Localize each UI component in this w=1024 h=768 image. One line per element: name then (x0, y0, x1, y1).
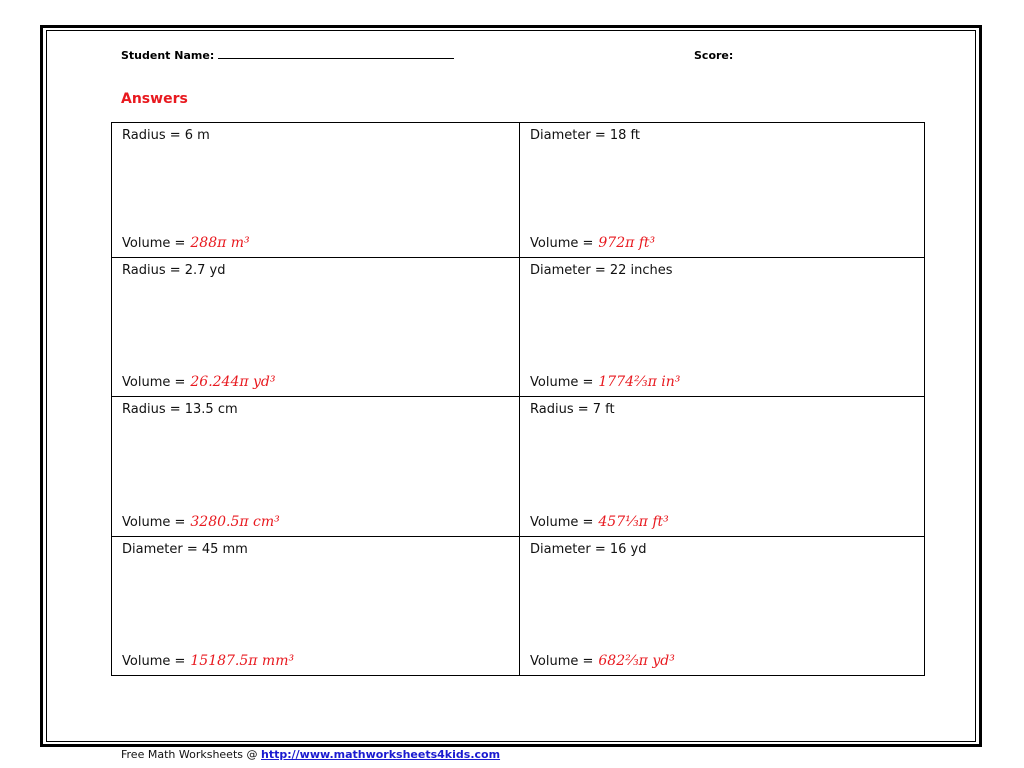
answers-grid (111, 122, 925, 676)
volume-label: Volume = (530, 654, 594, 669)
problem-given: Radius = 7 ft (530, 402, 615, 417)
student-name-label: Student Name: (121, 49, 215, 62)
problem-volume (122, 374, 276, 390)
problem-cell (112, 397, 519, 536)
problem-given: Diameter = 45 mm (122, 542, 248, 557)
volume-label: Volume = (122, 375, 186, 390)
problem-cell (112, 258, 519, 396)
volume-answer: 15187.5π mm³ (190, 653, 295, 669)
problem-given: Radius = 2.7 yd (122, 263, 226, 278)
volume-answer: 26.244π yd³ (190, 374, 276, 390)
footer-text: Free Math Worksheets @ (121, 748, 258, 761)
problem-volume (122, 514, 280, 530)
problem-given: Diameter = 16 yd (530, 542, 647, 557)
volume-answer: 972π ft³ (598, 235, 656, 251)
problem-volume (122, 235, 250, 251)
answers-heading: Answers (121, 91, 188, 107)
volume-label: Volume = (122, 236, 186, 251)
problem-given: Radius = 13.5 cm (122, 402, 238, 417)
problem-cell (112, 123, 519, 257)
problem-cell (520, 123, 926, 257)
volume-label: Volume = (530, 236, 594, 251)
volume-label: Volume = (530, 375, 594, 390)
student-name-blank (218, 58, 454, 59)
volume-answer: 457⅓π ft³ (598, 514, 669, 530)
volume-label: Volume = (530, 515, 594, 530)
volume-label: Volume = (122, 654, 186, 669)
problem-volume (530, 235, 655, 251)
problem-cell (520, 537, 926, 675)
student-name-field (121, 49, 454, 62)
volume-answer: 3280.5π cm³ (190, 514, 280, 530)
score-label: Score: (694, 49, 734, 62)
footer (121, 748, 500, 761)
problem-volume (530, 374, 680, 390)
problem-volume (122, 653, 294, 669)
problem-given: Diameter = 18 ft (530, 128, 640, 143)
problem-cell (520, 397, 926, 536)
volume-label: Volume = (122, 515, 186, 530)
problem-volume (530, 653, 675, 669)
footer-link[interactable]: http://www.mathworksheets4kids.com (261, 748, 501, 761)
volume-answer: 682⅔π yd³ (598, 653, 675, 669)
volume-answer: 1774⅔π in³ (598, 374, 681, 390)
problem-given: Radius = 6 m (122, 128, 210, 143)
problem-cell (112, 537, 519, 675)
problem-given: Diameter = 22 inches (530, 263, 673, 278)
problem-cell (520, 258, 926, 396)
problem-volume (530, 514, 669, 530)
volume-answer: 288π m³ (190, 235, 250, 251)
